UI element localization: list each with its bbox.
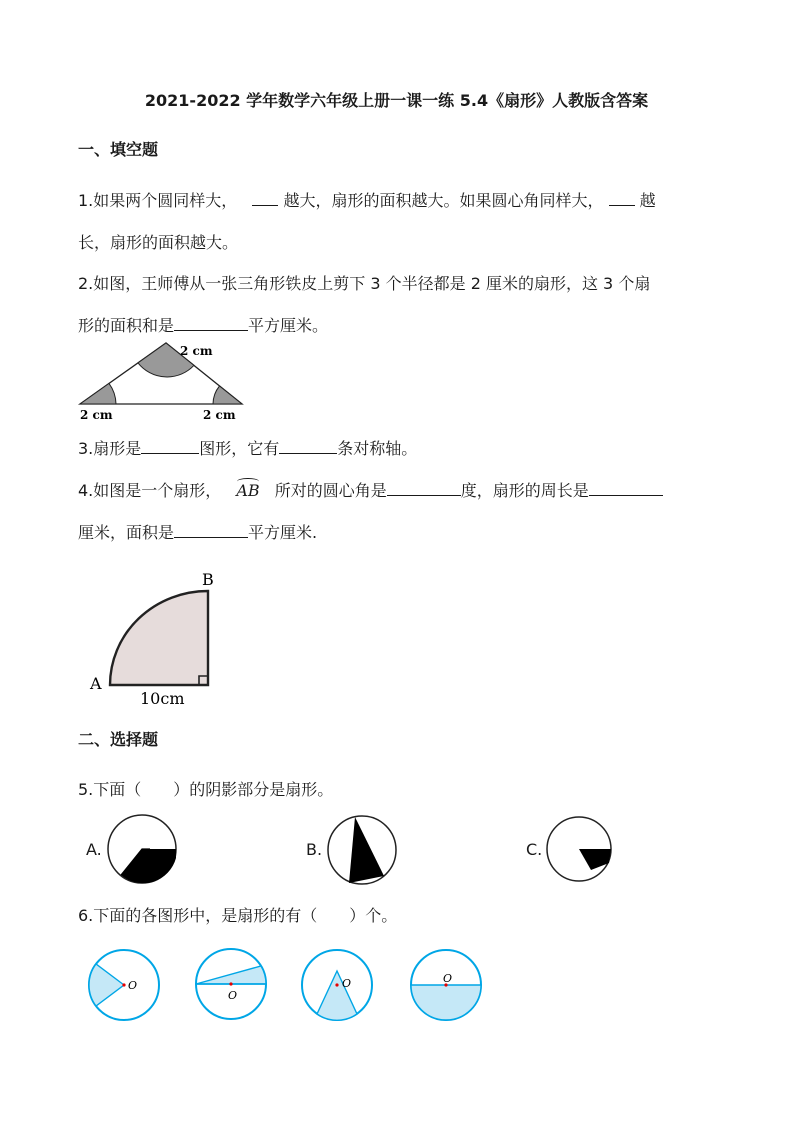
- arc-ab-label: AB: [236, 481, 260, 500]
- q5-option-a-figure[interactable]: [106, 814, 180, 886]
- q5-option-c-figure[interactable]: [546, 814, 620, 886]
- arc-mark: [237, 478, 258, 485]
- q6-figure-2[interactable]: [193, 947, 271, 1025]
- question-6: 6.下面的各图形中，是扇形的有（ ）个。: [78, 906, 398, 925]
- q2-text-c: 平方厘米。: [248, 316, 329, 335]
- q3-blank-2: [279, 438, 337, 454]
- q1-blank-1: [252, 190, 278, 206]
- fig4-label-b: B: [202, 570, 214, 589]
- q4-text-c: 度，扇形的周长是: [460, 481, 589, 500]
- q5-option-b-label[interactable]: B.: [306, 840, 323, 859]
- question-3: [78, 436, 417, 459]
- fig2-label-right: 2 cm: [203, 408, 236, 422]
- q6-fig2-center-label: O: [228, 989, 238, 1002]
- q3-text-a: 3.扇形是: [78, 439, 142, 458]
- q5-option-b-figure[interactable]: [326, 814, 400, 886]
- q4-text-e: 平方厘米.: [248, 523, 318, 542]
- q2-blank: [174, 315, 248, 331]
- question-1-line-2: 长，扇形的面积越大。: [78, 233, 239, 252]
- q3-text-c: 条对称轴。: [337, 439, 418, 458]
- q4-blank-1: [387, 480, 461, 496]
- q4-text-b: 所对的圆心角是: [274, 481, 387, 500]
- q3-blank-1: [141, 438, 199, 454]
- question-2-line-1: 2.如图，王师傅从一张三角形铁皮上剪下 3 个半径都是 2 厘米的扇形，这 3 个扇: [78, 274, 651, 293]
- q4-blank-2: [589, 480, 663, 496]
- q6-figure-1[interactable]: [86, 947, 164, 1025]
- q2-text-b: 形的面积和是: [78, 316, 175, 335]
- section-fill-blank: 一、填空题: [78, 140, 159, 159]
- section-multiple-choice: 二、选择题: [78, 730, 159, 749]
- q6-fig1-center-label: O: [128, 979, 138, 992]
- question-4-line-1: [78, 478, 663, 501]
- q6-fig4-center-label: O: [443, 972, 453, 985]
- q1-blank-2: [609, 190, 635, 206]
- q5-option-a-label[interactable]: A.: [86, 840, 102, 859]
- quarter-sector-figure: [86, 563, 226, 708]
- q4-text-d: 厘米，面积是: [78, 523, 175, 542]
- q4-blank-3: [174, 522, 248, 538]
- fig2-label-top: 2 cm: [180, 344, 213, 358]
- fig2-label-left: 2 cm: [80, 408, 113, 422]
- question-4-line-2: [78, 520, 317, 543]
- question-2-line-2: [78, 313, 328, 336]
- question-5: 5.下面（ ）的阴影部分是扇形。: [78, 780, 334, 799]
- q6-figure-4[interactable]: [408, 947, 486, 1025]
- q1-text-c: 越: [639, 191, 656, 210]
- q1-text-b: 越大，扇形的面积越大。如果圆心角同样大，: [283, 191, 604, 210]
- question-1-line-1: [78, 188, 656, 211]
- q1-text-a: 1.如果两个圆同样大，: [78, 191, 238, 210]
- page-title: 2021-2022 学年数学六年级上册一课一练 5.4《扇形》人教版含答案: [144, 91, 649, 110]
- q6-figure-3[interactable]: [299, 947, 377, 1025]
- fig4-label-a: A: [90, 674, 102, 693]
- fig4-label-length: 10cm: [140, 689, 185, 708]
- q5-option-c-label[interactable]: C.: [526, 840, 543, 859]
- q4-text-a: 4.如图是一个扇形，: [78, 481, 222, 500]
- q3-text-b: 图形，它有: [199, 439, 280, 458]
- q6-fig3-center-label: O: [342, 977, 352, 990]
- arc-ab-symbol: [236, 481, 259, 500]
- triangle-sectors-figure: [76, 338, 248, 424]
